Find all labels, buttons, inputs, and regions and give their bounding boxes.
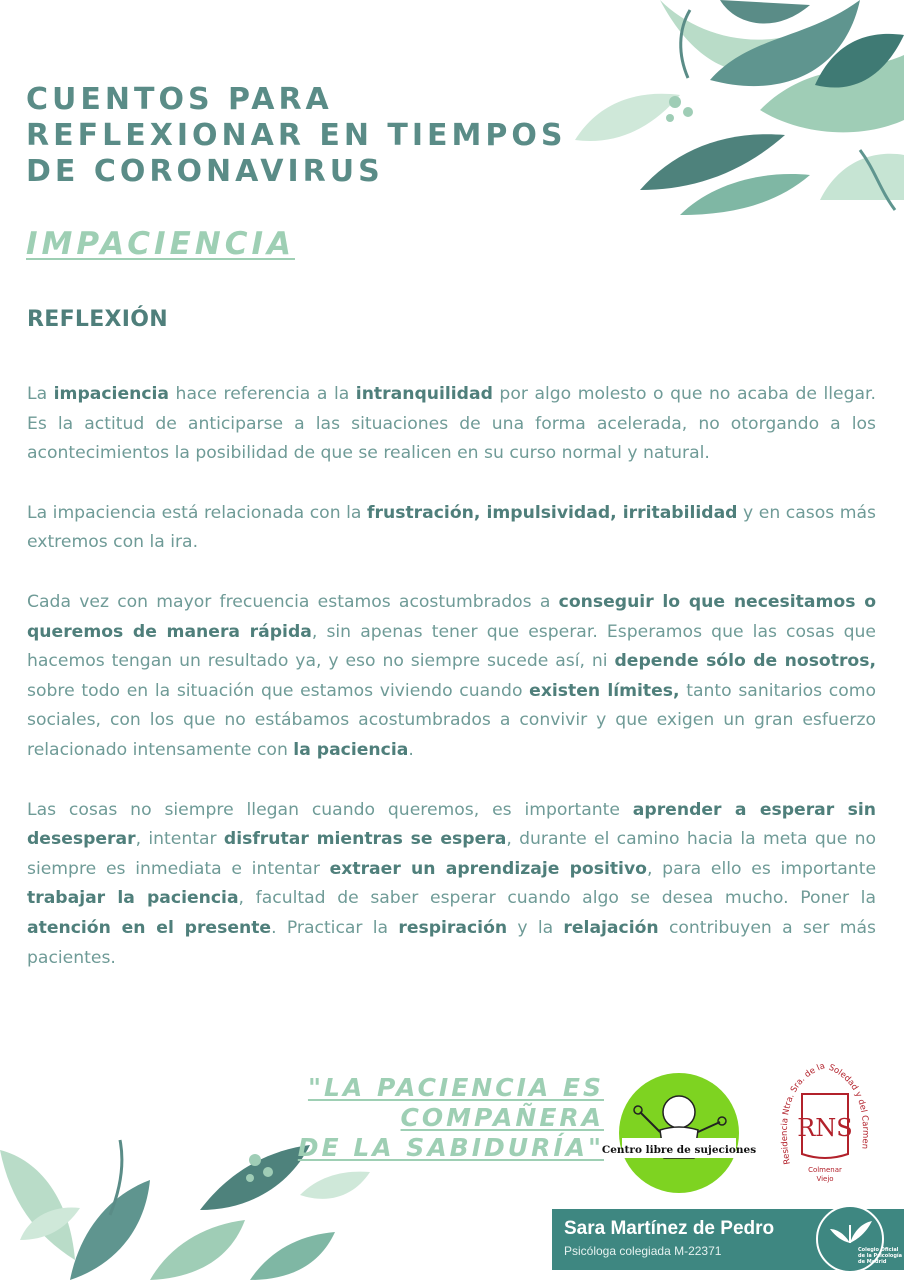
section-heading: REFLEXIÓN [27, 307, 169, 332]
title-line-2: REFLEXIONAR EN TIEMPOS [26, 118, 567, 153]
quote-line-1: "LA PACIENCIA ES COMPAÑERA [307, 1073, 604, 1132]
text-run: y en casos más extremos con la ira. [27, 502, 876, 553]
author-name: Sara Martínez de Pedro [564, 1218, 775, 1239]
page-title [26, 82, 566, 190]
colegio-line-3: de Madrid [858, 1259, 887, 1265]
bold-run: aprender a esperar sin desesperar [27, 799, 876, 850]
reflection-body [27, 380, 876, 1003]
text-run: , para ello es importante [646, 858, 877, 879]
colegio-line-2: de la Psicología [858, 1253, 903, 1259]
text-run: Cada vez con mayor frecuencia estamos acostumbrados a [27, 591, 559, 612]
text-run: La impaciencia está relacionada con la [27, 502, 368, 523]
colegio-line-1: Colegio Oficial [858, 1247, 899, 1253]
title-line-3: DE CORONAVIRUS [26, 154, 384, 189]
bold-run: existen límites, [529, 680, 680, 701]
text-run: , intentar [135, 829, 224, 850]
story-subtitle: IMPACIENCIA [26, 226, 295, 262]
closing-quote [100, 1073, 604, 1163]
bold-run: disfrutar mientras se espera [223, 829, 507, 850]
paragraph-3 [27, 588, 876, 766]
text-run: por algo molesto o que no acaba de llegar. Es la actitud de anticiparse a las situaciones de una forma acelerada, no otorgando a los acontecimientos la posibilidad de que se realicen en su curso normal y natural. [27, 384, 876, 464]
bold-run: impaciencia [53, 384, 170, 404]
text-run: , facultad de saber esperar cuando algo se desea mucho. Poner la [238, 888, 876, 909]
residencia-logo [778, 1060, 872, 1184]
text-run: . Practicar la [271, 917, 399, 938]
text-run: sobre todo en la situación que estamos viviendo cuando [27, 680, 530, 701]
author-role: Psicóloga colegiada M-22371 [564, 1244, 722, 1258]
bold-run: respiración [398, 917, 508, 938]
text-run: , sin apenas tener que esperar. Esperamos que las cosas que hacemos tengan un resultado ya, y eso no siempre sucede así, ni [27, 621, 876, 672]
colegio-psicologia-logo [814, 1203, 903, 1275]
text-run: . [408, 739, 414, 760]
paragraph-1 [27, 380, 876, 469]
centro-libre-sujeciones-logo [601, 1072, 757, 1194]
bold-run: conseguir lo que necesitamos o queremos de manera rápida [27, 591, 877, 642]
foliage-top-right-decoration [560, 0, 904, 215]
paragraph-4 [27, 796, 876, 974]
bold-run: intranquilidad [355, 384, 493, 404]
residencia-initials: RNS [797, 1114, 853, 1142]
text-run: contribuyen a ser más pacientes. [27, 917, 877, 968]
text-run: Las cosas no siempre llegan cuando queremos, es importante [27, 799, 633, 820]
text-run: hace referencia a la [169, 384, 356, 404]
bold-run: extraer un aprendizaje positivo [329, 858, 647, 879]
bold-run: la paciencia [293, 739, 409, 760]
title-line-1: CUENTOS PARA [26, 82, 333, 117]
text-run: , durante el camino hacia la meta que no siempre es inmediata e intentar [27, 829, 876, 879]
centro-logo-label: Centro libre de sujeciones [601, 1144, 757, 1156]
text-run: y la [507, 917, 564, 938]
bold-run: depende sólo de nosotros, [614, 651, 877, 672]
text-run: tanto sanitarios como sociales, con los que no estábamos acostumbrados a convivir y que exigen un gran esfuerzo relacionado intensamente con [27, 680, 876, 760]
bold-run: relajación [563, 917, 659, 938]
quote-line-2: DE LA SABIDURÍA" [297, 1133, 604, 1162]
bold-run: frustración, impulsividad, irritabilidad [367, 502, 738, 523]
text-run: La [27, 384, 54, 404]
residencia-arc-text: Residencia Ntra. Sra. de la Soledad y del Carmen [779, 1061, 871, 1166]
bold-run: atención en el presente [27, 917, 272, 938]
paragraph-2 [27, 499, 876, 558]
author-footer [552, 1209, 904, 1270]
residencia-place-line-2: Viejo [816, 1175, 834, 1183]
bold-run: trabajar la paciencia [27, 888, 239, 909]
residencia-place-line-1: Colmenar [808, 1166, 842, 1174]
